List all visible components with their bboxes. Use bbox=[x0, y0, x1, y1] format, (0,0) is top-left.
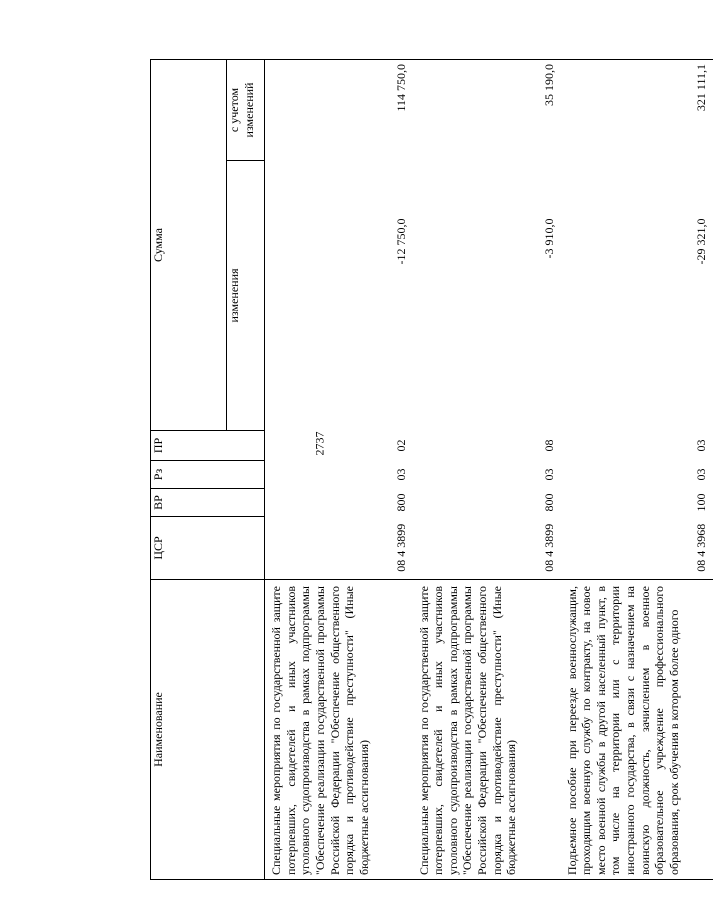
row-change: -29 321,0 bbox=[693, 218, 708, 265]
row-pr: 08 bbox=[541, 439, 556, 452]
row-rz: 03 bbox=[393, 468, 408, 481]
table-row bbox=[561, 59, 713, 879]
table-body bbox=[265, 59, 713, 879]
header-change: изменения bbox=[227, 161, 265, 431]
page-number: 2737 bbox=[312, 431, 327, 456]
row-pr: 03 bbox=[693, 439, 708, 452]
row-name: Специальные мероприятия по государственной защите потерпевших, свидетелей и иных участников уголовного судопроизводства в рамках подпрограммы "Обеспечение реализации государственной программы Российской Федерации "Обеспечение общественного порядка и противодействие преступности" (Иные бюджетные ассигнования) bbox=[265, 580, 413, 880]
row-rz: 03 bbox=[693, 468, 708, 481]
budget-table bbox=[150, 59, 713, 880]
header-csr: ЦСР bbox=[151, 517, 265, 580]
row-vr: 100 bbox=[693, 493, 708, 512]
row-total: 321 111,1 bbox=[561, 59, 713, 160]
row-total: 35 190,0 bbox=[413, 59, 561, 160]
landscape-page bbox=[150, 60, 708, 880]
row-csr: 08 4 3899 bbox=[393, 523, 408, 572]
header-rz: Рз bbox=[151, 461, 265, 489]
row-pr: 02 bbox=[393, 439, 408, 452]
table-header bbox=[151, 59, 265, 879]
header-name: Наименование bbox=[151, 580, 265, 880]
row-rz: 03 bbox=[541, 468, 556, 481]
row-name: Специальные мероприятия по государственной защите потерпевших, свидетелей и иных участников уголовного судопроизводства в рамках подпрограммы "Обеспечение реализации государственной программы Российской Федерации "Обеспечение общественного порядка и противодействие преступности" (Иные бюджетные ассигнования) bbox=[413, 580, 561, 880]
header-with-change: с учетом изменений bbox=[227, 59, 265, 160]
table-row bbox=[413, 59, 561, 879]
row-name: Подъемное пособие при переезде военнослужащим, проходящим военную службу по контракту, на новое место военной службы в другой населенный пункт, в том числе на территории или с территории иностранного государства, в связи с назначением на воинскую должность, зачислением в военное образовательное учреждение профессионального образования, срок обучения в котором более одного bbox=[561, 580, 713, 880]
header-sum: Сумма bbox=[151, 59, 227, 430]
row-vr: 800 bbox=[541, 493, 556, 512]
row-vr: 800 bbox=[393, 493, 408, 512]
row-csr: 08 4 3968 bbox=[693, 523, 708, 572]
header-pr: ПР bbox=[151, 431, 265, 461]
row-total: 114 750,0 bbox=[265, 59, 413, 160]
header-vr: ВР bbox=[151, 489, 265, 517]
row-change: -3 910,0 bbox=[541, 218, 556, 259]
row-csr: 08 4 3899 bbox=[541, 523, 556, 572]
row-change: -12 750,0 bbox=[393, 218, 408, 265]
table-row bbox=[265, 59, 413, 879]
